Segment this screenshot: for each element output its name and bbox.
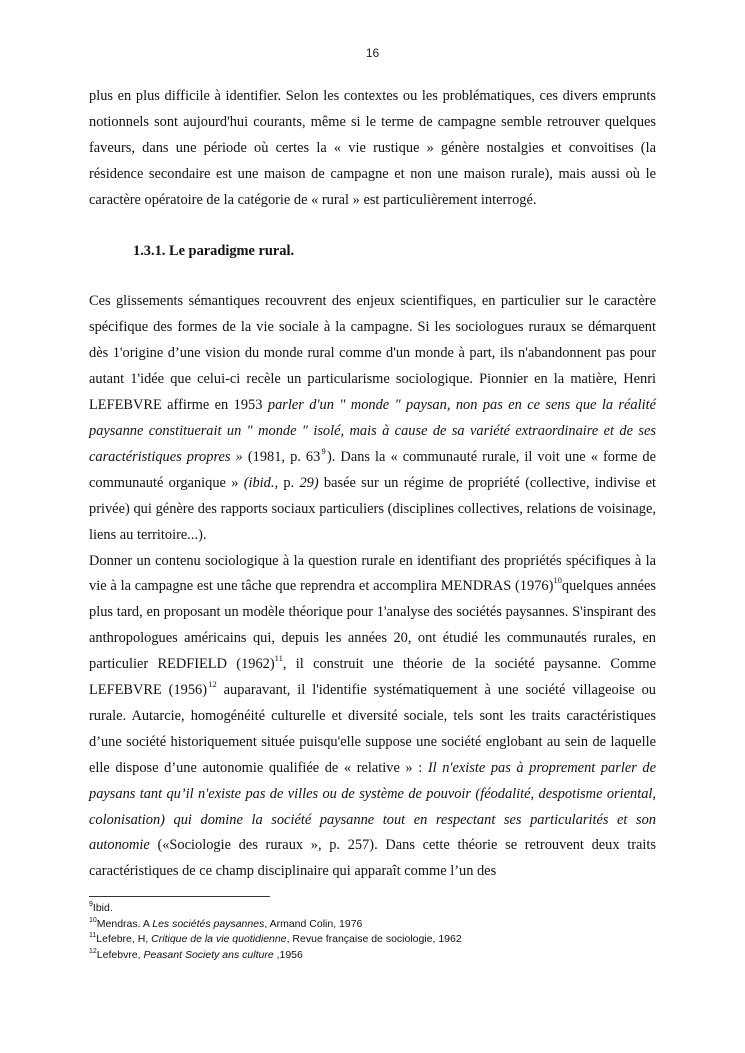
footnote-number: 12 bbox=[89, 947, 97, 955]
footnote-title: Les sociétés paysannes bbox=[152, 917, 265, 930]
text-run: («Sociologie des ruraux », p. 257). Dans cette théorie se retrouvent deux traits caractéristiques de ce champ disciplinaire qui apparaît comme l’un des bbox=[89, 837, 656, 880]
footnotes bbox=[89, 901, 689, 963]
footnote-divider bbox=[89, 896, 270, 897]
text-run: p. bbox=[278, 474, 300, 491]
text-run: quelques années plus tard, en proposant un modèle théorique pour 1'analyse des sociétés paysannes. S'inspirant des anthropologues américains qui, depuis les années 20, ont étudié les communautés rurales, en particulier REDFIELD (1962) bbox=[89, 578, 657, 673]
footnote-number: 11 bbox=[89, 932, 97, 939]
text-run: (1981, p. 63 bbox=[242, 448, 321, 465]
footnote-ref-12[interactable]: 12 bbox=[208, 679, 217, 690]
quote-mendras: Il n'existe pas à proprement parler de paysans tant qu’il n'existe pas de villes ou de système de pouvoir (féodalité, despotisme oriental, colonisation) qui domine la société paysanne tout en respectant ses particularités et son autonomie bbox=[89, 759, 656, 854]
footnote-ref-9[interactable]: 9 bbox=[321, 445, 326, 456]
text-run: Ces glissements sémantiques recouvrent des enjeux scientifiques, en particulier sur le caractère spécifique des formes de la vie sociale à la campagne. Si les sociologues ruraux se démarquent dès 1'origine d’une vision du monde rural comme d'un monde à part, ils n'abandonnent pas pour autant 1'idée que celui-ci recèle un particularisme sociologique. Pionnier en la matière, Henri LEFEBVRE affirme en 1953 bbox=[89, 293, 656, 414]
footnote bbox=[89, 901, 689, 917]
footnote-text: Lefebre, H, bbox=[96, 933, 152, 945]
text-run: auparavant, il l'identifie systématiquement à une société villageoise ou rurale. Autarcie, homogénéité culturelle et diversité sociale, tels sont les traits caractéristiques d’une société historiquement située puisqu'elle suppose une société englobant au sein de laquelle elle dispose d’une autonomie qualifiée de « relative » : bbox=[89, 682, 657, 776]
footnote-text: Mendras. A bbox=[96, 917, 153, 930]
footnote-text: ,1956 bbox=[273, 948, 303, 961]
text-run: ). Dans la « communauté rurale, il voit une « forme de communauté organique » bbox=[89, 448, 656, 491]
footnote-title: Critique de la vie quotidienne bbox=[151, 933, 287, 945]
section-heading: 1.3.1. Le paradigme rural. bbox=[133, 242, 295, 259]
text-run: basée sur un régime de propriété (collective, indivise et privée) qui génère des rapports sociaux particuliers (disciplines collectives, relations de voisinage, liens au territoire...). bbox=[89, 474, 656, 543]
paragraph-lefebvre bbox=[89, 289, 656, 548]
footnote bbox=[89, 917, 689, 933]
text-run: , il construit une théorie de la société paysanne. Comme LEFEBVRE (1956) bbox=[89, 656, 656, 699]
page-number: 16 bbox=[365, 46, 380, 60]
footnote-text: , Revue française de sociologie, 1962 bbox=[286, 933, 462, 945]
footnote-text: Lefebvre, bbox=[96, 948, 144, 961]
footnote-number: 10 bbox=[89, 916, 97, 924]
footnote bbox=[89, 948, 689, 964]
page-citation: 29) bbox=[299, 474, 319, 491]
paragraph-mendras bbox=[89, 549, 656, 886]
body-text bbox=[89, 84, 656, 885]
footnote-number: 9 bbox=[89, 901, 93, 908]
footnote-ref-11[interactable]: 11 bbox=[274, 653, 283, 664]
paragraph-intro: plus en plus difficile à identifier. Selon les contextes ou les problématiques, ces divers emprunts notionnels sont aujourd'hui courants, même si le terme de campagne semble retrouver quelques faveurs, dans une période où certes la « vie rustique » génère nostalgies et convoitises (la résidence secondaire est une maison de campagne et non une maison rurale), mais aussi où le caractère opératoire de la catégorie de « rural » est particulièrement interrogé. bbox=[89, 88, 656, 208]
footnote-title: Peasant Society ans culture bbox=[143, 948, 274, 961]
footnote-text: , Armand Colin, 1976 bbox=[264, 917, 363, 930]
quote-lefebvre: parler d'un " monde " paysan, non pas en ce sens que la réalité paysanne constituerait un " monde " isolé, mais à cause de sa variété extraordinaire et de ses caractéristiques propres » bbox=[89, 397, 657, 465]
footnote bbox=[89, 932, 689, 948]
footnote-ref-10[interactable]: 10 bbox=[553, 575, 562, 586]
footnote-text: Ibid. bbox=[92, 902, 113, 914]
text-run: Donner un contenu sociologique à la question rurale en identifiant des propriétés spécifiques à la vie à la campagne est une tâche que reprendra et accomplira MENDRAS (1976) bbox=[89, 552, 656, 595]
ibid-citation: (ibid., bbox=[243, 474, 279, 491]
